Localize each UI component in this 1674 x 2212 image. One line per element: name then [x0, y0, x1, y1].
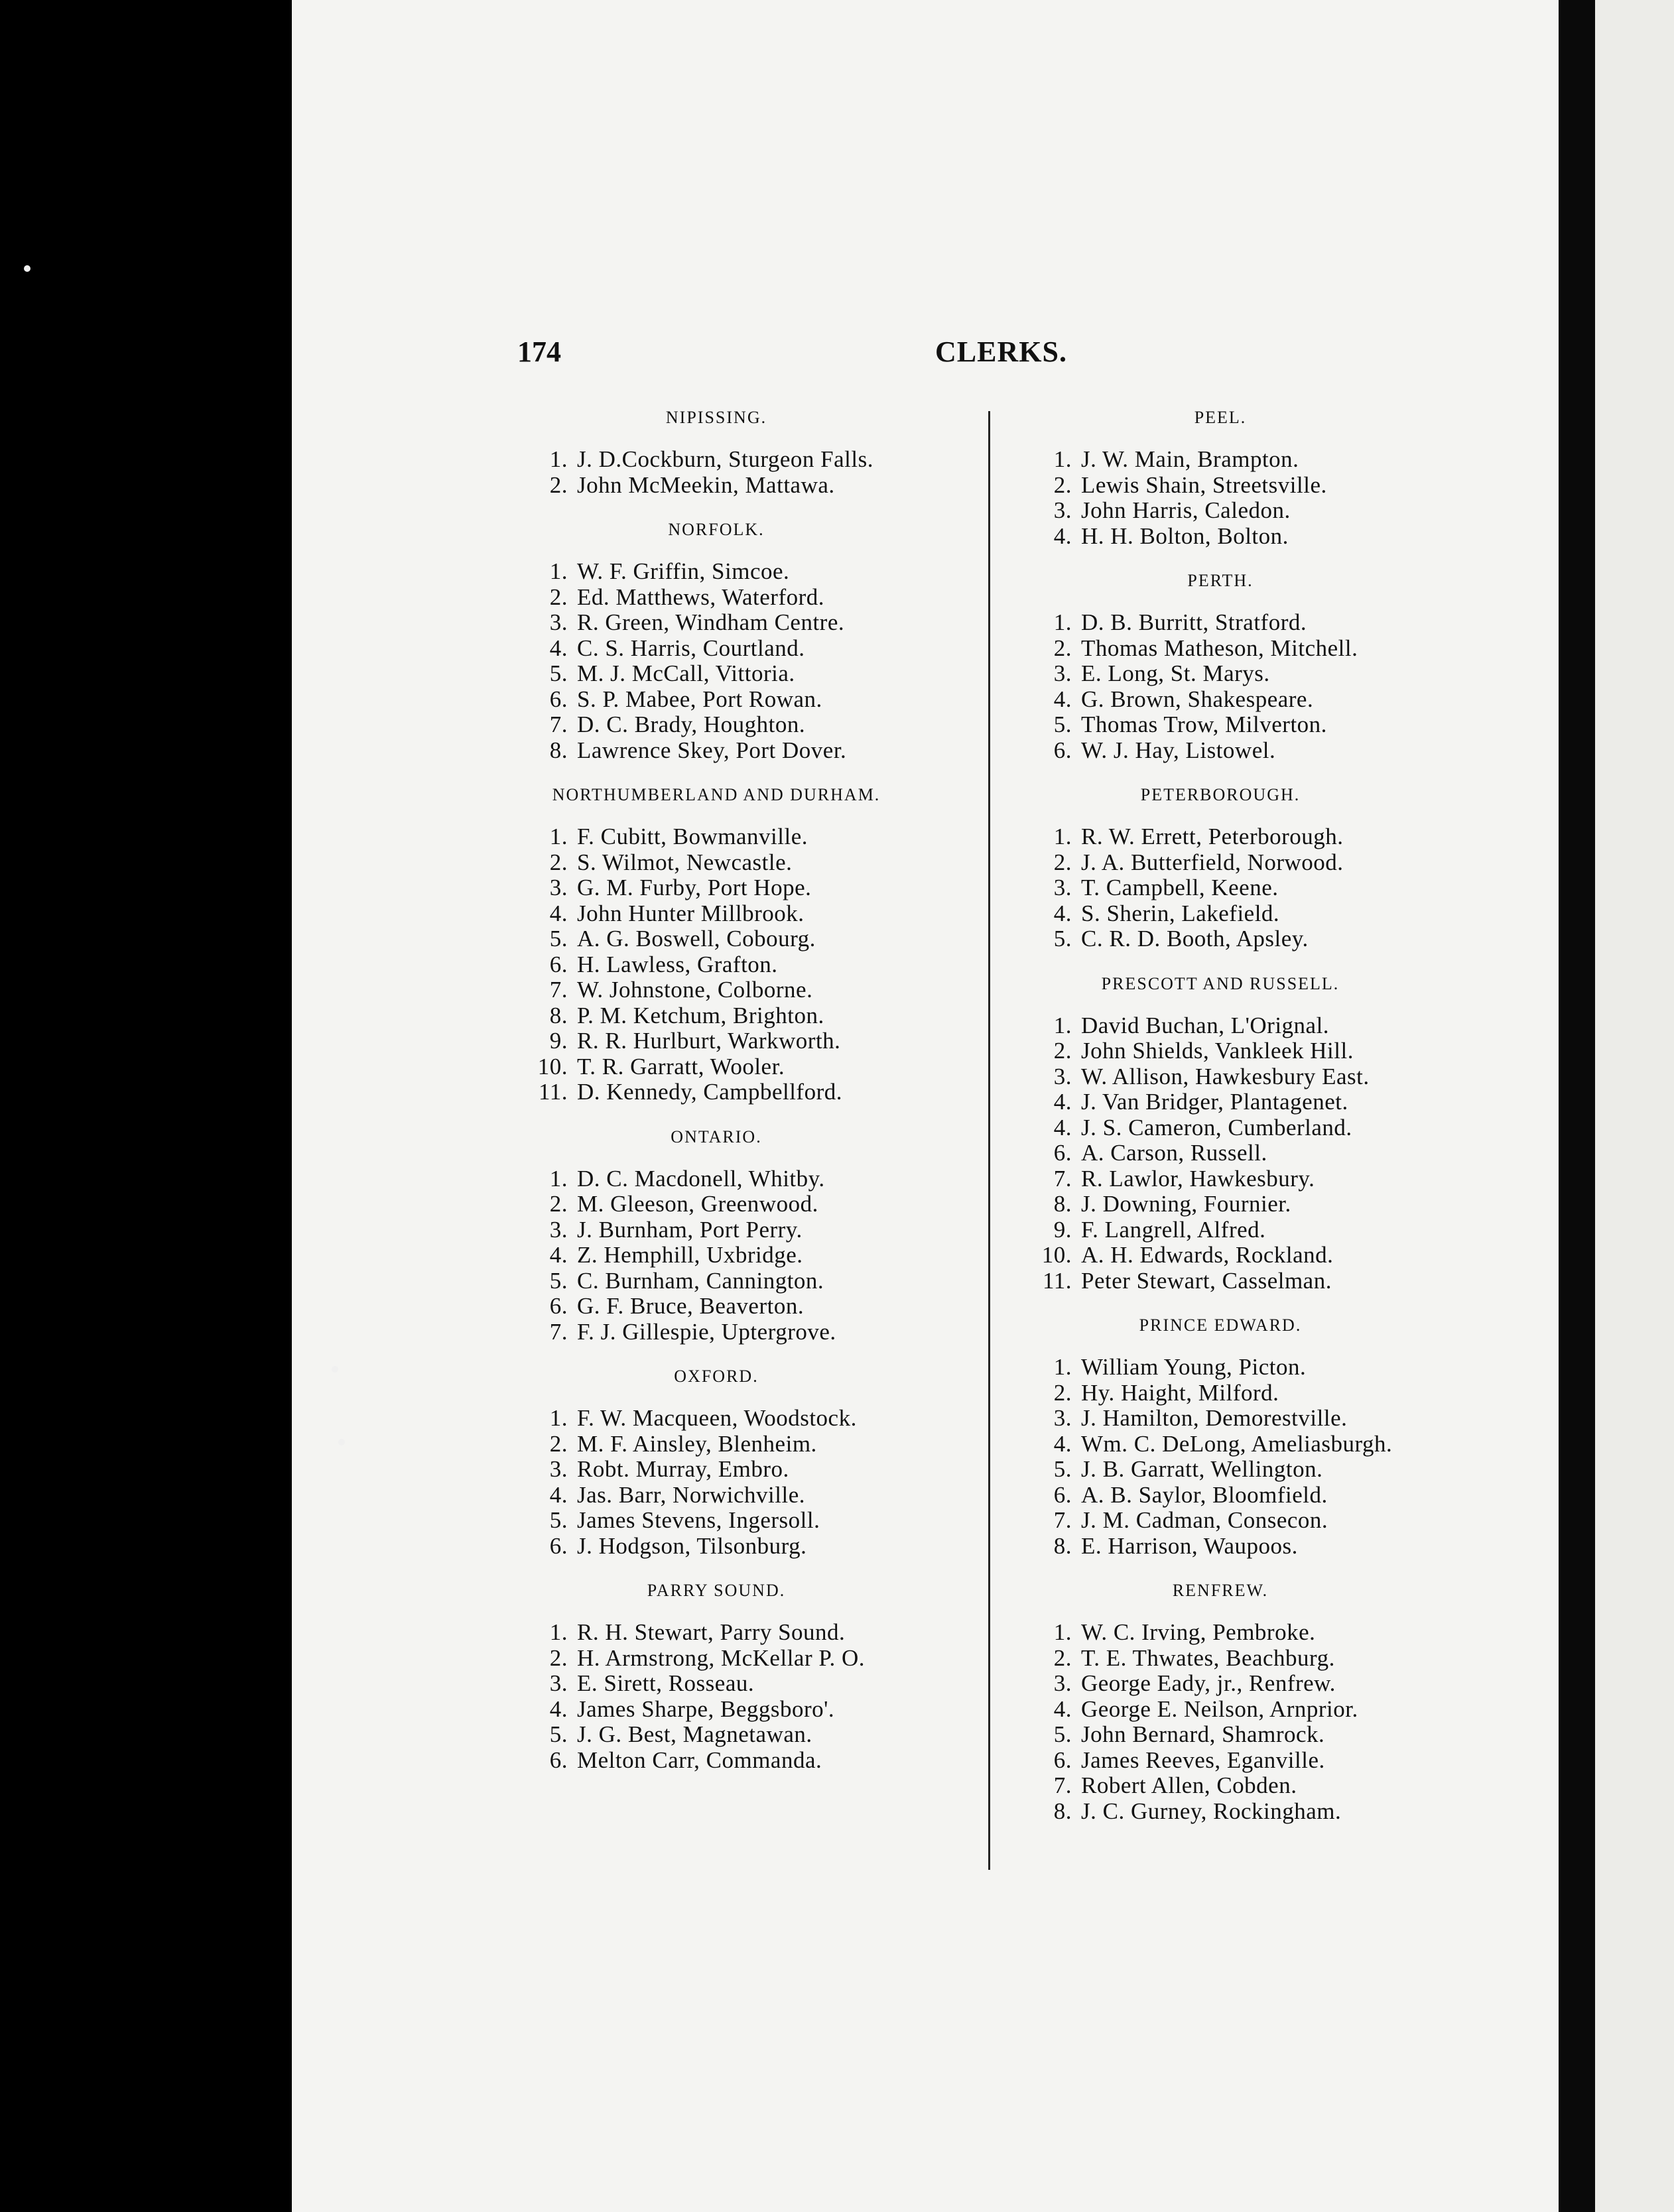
clerk-entry [504, 1697, 929, 1723]
entry-text: F. Cubitt, Bowmanville. [577, 824, 808, 849]
clerk-entry [504, 1483, 929, 1508]
entry-text: A. H. Edwards, Rockland. [1081, 1242, 1334, 1268]
clerk-entry [1008, 1799, 1433, 1825]
entry-text: A. G. Boswell, Cobourg. [577, 926, 816, 952]
clerk-entry [504, 1671, 929, 1697]
clerk-entry [1008, 1243, 1433, 1268]
entry-number: 7. [549, 1318, 568, 1345]
entry-number: 6. [1053, 1140, 1072, 1166]
clerk-entry [504, 610, 929, 636]
entry-text: J. Downing, Fournier. [1081, 1191, 1291, 1217]
clerk-entry [1008, 1217, 1433, 1243]
entry-text: Lawrence Skey, Port Dover. [577, 737, 847, 763]
county-section [504, 1124, 929, 1345]
column-divider [988, 411, 990, 1870]
county-section [1008, 782, 1433, 952]
clerk-entry [504, 875, 929, 901]
county-section [504, 1577, 929, 1773]
entry-text: Z. Hemphill, Uxbridge. [577, 1242, 803, 1268]
entry-number: 2. [549, 584, 568, 610]
entry-text: E. Sirett, Rosseau. [577, 1670, 755, 1696]
entry-text: D. Kennedy, Campbellford. [577, 1079, 842, 1105]
entry-text: J. W. Main, Brampton. [1081, 446, 1299, 472]
entry-text: A. Carson, Russell. [1081, 1140, 1267, 1166]
entry-text: J. D.Cockburn, Sturgeon Falls. [577, 446, 873, 472]
clerk-entry [1008, 1166, 1433, 1192]
entry-text: T. R. Garratt, Wooler. [577, 1053, 785, 1079]
entry-text: Lewis Shain, Streetsville. [1081, 471, 1327, 498]
entry-number: 5. [1053, 1456, 1072, 1482]
entry-number: 1. [1053, 1354, 1072, 1380]
clerk-entry [1008, 712, 1433, 738]
clerk-entry [504, 977, 929, 1003]
entry-text: Peter Stewart, Casselman. [1081, 1267, 1332, 1294]
section-title: PRESCOTT AND RUSSELL. [1101, 973, 1340, 993]
page-title: CLERKS. [935, 336, 1067, 368]
entry-text: D. C. Macdonell, Whitby. [577, 1165, 825, 1192]
clerk-list [504, 1166, 929, 1345]
clerk-entry [1008, 1013, 1433, 1039]
clerk-entry [504, 952, 929, 978]
entry-number: 4. [1053, 1695, 1072, 1722]
entry-number: 4. [1053, 686, 1072, 712]
section-title: NORTHUMBERLAND AND DURHAM. [552, 785, 881, 804]
entry-number: 6. [549, 1293, 568, 1319]
entry-number: 5. [549, 926, 568, 952]
clerk-entry [504, 738, 929, 764]
entry-number: 4. [1053, 1114, 1072, 1140]
entry-text: T. Campbell, Keene. [1081, 875, 1279, 900]
entry-text: Hy. Haight, Milford. [1081, 1379, 1279, 1406]
entry-number: 4. [549, 1242, 568, 1268]
clerk-entry [504, 636, 929, 662]
entry-number: 1. [1053, 446, 1072, 472]
entry-number: 7. [549, 977, 568, 1003]
entry-text: R. Green, Windham Centre. [577, 609, 845, 635]
entry-number: 6. [549, 686, 568, 712]
entry-text: H. Armstrong, McKellar P. O. [577, 1644, 865, 1671]
entry-number: 4. [1053, 900, 1072, 926]
entry-text: W. F. Griffin, Simcoe. [577, 558, 790, 584]
entry-number: 3. [1053, 875, 1072, 900]
entry-text: Robert Allen, Cobden. [1081, 1772, 1297, 1798]
entry-text: J. A. Butterfield, Norwood. [1081, 849, 1344, 875]
entry-text: C. S. Harris, Courtland. [577, 635, 805, 661]
clerk-entry [504, 926, 929, 952]
scan-speck [24, 265, 31, 272]
clerk-entry [1008, 661, 1433, 687]
entry-text: P. M. Ketchum, Brighton. [577, 1002, 824, 1028]
entry-number: 5. [549, 1721, 568, 1747]
section-title: NORFOLK. [668, 520, 765, 539]
entry-text: Robt. Murray, Embro. [577, 1456, 789, 1482]
entry-text: James Sharpe, Beggsboro'. [577, 1695, 835, 1722]
entry-number: 1. [549, 1165, 568, 1192]
entry-number: 3. [549, 1456, 568, 1482]
entry-number: 6. [1053, 1747, 1072, 1773]
entry-text: F. Langrell, Alfred. [1081, 1216, 1266, 1243]
entry-text: William Young, Picton. [1081, 1354, 1307, 1380]
entry-text: J. S. Cameron, Cumberland. [1081, 1114, 1352, 1140]
clerk-list [1008, 610, 1433, 763]
clerk-list [1008, 1620, 1433, 1824]
entry-number: 1. [1053, 824, 1072, 849]
entry-number: 1. [549, 1619, 568, 1645]
clerk-entry [504, 1192, 929, 1217]
entry-number: 2. [549, 1191, 568, 1217]
entry-text: Thomas Matheson, Mitchell. [1081, 635, 1358, 661]
clerk-entry [1008, 738, 1433, 764]
clerk-entry [504, 1432, 929, 1457]
entry-number: 9. [1053, 1216, 1072, 1243]
entry-number: 7. [549, 711, 568, 737]
clerk-entry [1008, 498, 1433, 524]
clerk-entry [1008, 1140, 1433, 1166]
clerk-entry [1008, 850, 1433, 876]
clerk-entry [1008, 1748, 1433, 1774]
clerk-entry [1008, 824, 1433, 850]
clerk-entry [504, 1534, 929, 1560]
clerk-entry [1008, 1064, 1433, 1090]
entry-text: Thomas Trow, Milverton. [1081, 711, 1327, 737]
entry-number: 3. [549, 875, 568, 900]
clerk-entry [1008, 473, 1433, 499]
entry-text: F. J. Gillespie, Uptergrove. [577, 1318, 836, 1345]
county-section [1008, 971, 1433, 1294]
clerk-entry [504, 1217, 929, 1243]
entry-number: 2. [549, 1430, 568, 1457]
entry-text: G. Brown, Shakespeare. [1081, 686, 1314, 712]
clerk-entry [504, 1294, 929, 1320]
entry-text: J. Burnham, Port Perry. [577, 1216, 803, 1243]
entry-text: Ed. Matthews, Waterford. [577, 584, 825, 610]
entry-number: 4. [1053, 1089, 1072, 1115]
entry-text: S. Wilmot, Newcastle. [577, 849, 793, 875]
right-column [1008, 404, 1433, 1843]
clerk-entry [1008, 1773, 1433, 1799]
entry-number: 4. [1053, 522, 1072, 549]
entry-number: 10. [537, 1053, 568, 1079]
entry-text: J. C. Gurney, Rockingham. [1081, 1798, 1342, 1824]
entry-text: R. H. Stewart, Parry Sound. [577, 1619, 846, 1645]
entry-text: John Harris, Caledon. [1081, 497, 1291, 523]
entry-number: 2. [549, 1644, 568, 1671]
entry-text: George Eady, jr., Renfrew. [1081, 1670, 1336, 1696]
entry-number: 8. [1053, 1532, 1072, 1559]
entry-text: S. P. Mabee, Port Rowan. [577, 686, 822, 712]
clerk-list [1008, 1355, 1433, 1559]
entry-text: W. J. Hay, Listowel. [1081, 737, 1276, 763]
page-number: 174 [517, 336, 561, 368]
section-title: ONTARIO. [671, 1127, 762, 1146]
clerk-entry [504, 1054, 929, 1080]
section-title: RENFREW. [1172, 1581, 1269, 1600]
entry-text: J. Hodgson, Tilsonburg. [577, 1532, 807, 1559]
entry-number: 8. [1053, 1191, 1072, 1217]
clerk-entry [1008, 875, 1433, 901]
entry-number: 2. [1053, 849, 1072, 875]
entry-number: 2. [549, 471, 568, 498]
entry-number: 5. [549, 1267, 568, 1294]
entry-number: 1. [549, 824, 568, 849]
county-section [504, 404, 929, 498]
entry-number: 3. [1053, 1063, 1072, 1089]
clerk-entry [1008, 1722, 1433, 1748]
clerk-entry [1008, 1457, 1433, 1483]
entry-number: 5. [1053, 926, 1072, 952]
clerk-list [1008, 1013, 1433, 1294]
entry-text: Wm. C. DeLong, Ameliasburgh. [1081, 1430, 1393, 1457]
clerk-entry [1008, 636, 1433, 662]
entry-text: G. F. Bruce, Beaverton. [577, 1293, 805, 1319]
entry-number: 3. [1053, 497, 1072, 523]
clerk-entry [504, 901, 929, 927]
entry-number: 1. [549, 446, 568, 472]
clerk-entry [504, 1268, 929, 1294]
entry-number: 1. [1053, 1012, 1072, 1038]
clerk-entry [504, 850, 929, 876]
clerk-entry [504, 1457, 929, 1483]
county-section [1008, 568, 1433, 763]
clerk-entry [1008, 687, 1433, 713]
facing-page-edge [1595, 0, 1674, 2212]
section-title: PERTH. [1187, 571, 1254, 590]
section-title: PETERBOROUGH. [1140, 785, 1301, 804]
clerk-entry [504, 559, 929, 585]
entry-text: R. Lawlor, Hawkesbury. [1081, 1165, 1315, 1192]
entry-number: 2. [1053, 1038, 1072, 1064]
entry-number: 2. [1053, 635, 1072, 661]
clerk-entry [504, 1320, 929, 1345]
entry-number: 4. [549, 1481, 568, 1508]
clerk-entry [1008, 447, 1433, 473]
entry-number: 2. [1053, 471, 1072, 498]
county-section [504, 517, 929, 763]
entry-number: 3. [549, 609, 568, 635]
entry-number: 6. [1053, 1481, 1072, 1508]
county-section [1008, 1312, 1433, 1559]
entry-text: G. M. Furby, Port Hope. [577, 875, 812, 900]
clerk-entry [1008, 1406, 1433, 1432]
entry-number: 10. [1041, 1242, 1072, 1268]
entry-number: 6. [1053, 737, 1072, 763]
entry-number: 9. [549, 1028, 568, 1054]
clerk-entry [504, 1646, 929, 1672]
entry-number: 4. [549, 900, 568, 926]
entry-text: J. G. Best, Magnetawan. [577, 1721, 812, 1747]
clerk-list [504, 447, 929, 498]
entry-text: S. Sherin, Lakefield. [1081, 900, 1280, 926]
entry-text: C. Burnham, Cannington. [577, 1267, 824, 1294]
county-section [1008, 404, 1433, 549]
clerk-entry [1008, 1697, 1433, 1723]
entry-text: John Bernard, Shamrock. [1081, 1721, 1325, 1747]
entry-number: 5. [1053, 1721, 1072, 1747]
left-column [504, 404, 929, 1792]
entry-text: W. Johnstone, Colborne. [577, 977, 813, 1003]
clerk-entry [1008, 1534, 1433, 1560]
clerk-entry [504, 1508, 929, 1534]
entry-text: John Hunter Millbrook. [577, 900, 805, 926]
entry-text: H. H. Bolton, Bolton. [1081, 522, 1289, 549]
entry-number: 11. [1043, 1267, 1072, 1294]
entry-number: 8. [549, 1002, 568, 1028]
entry-text: W. C. Irving, Pembroke. [1081, 1619, 1316, 1645]
clerk-entry [1008, 1038, 1433, 1064]
clerk-entry [1008, 1483, 1433, 1508]
clerk-list [1008, 447, 1433, 549]
entry-text: M. J. McCall, Vittoria. [577, 660, 795, 686]
county-section [504, 1363, 929, 1559]
clerk-entry [504, 1079, 929, 1105]
entry-number: 5. [1053, 711, 1072, 737]
clerk-entry [504, 1620, 929, 1646]
entry-number: 4. [1053, 1430, 1072, 1457]
entry-text: J. Hamilton, Demorestville. [1081, 1405, 1348, 1431]
entry-text: John McMeekin, Mattawa. [577, 471, 835, 498]
entry-text: R. W. Errett, Peterborough. [1081, 824, 1344, 849]
clerk-entry [1008, 1268, 1433, 1294]
entry-text: A. B. Saylor, Bloomfield. [1081, 1481, 1328, 1508]
entry-number: 1. [1053, 609, 1072, 635]
entry-text: J. Van Bridger, Plantagenet. [1081, 1089, 1348, 1115]
clerk-entry [1008, 1381, 1433, 1406]
entry-text: D. C. Brady, Houghton. [577, 711, 806, 737]
clerk-entry [504, 447, 929, 473]
clerk-entry [504, 473, 929, 499]
clerk-list [504, 559, 929, 763]
clerk-list [504, 824, 929, 1105]
entry-number: 4. [549, 635, 568, 661]
scan-speck [338, 1439, 345, 1445]
clerk-entry [1008, 1620, 1433, 1646]
clerk-entry [1008, 1192, 1433, 1217]
entry-number: 4. [549, 1695, 568, 1722]
scan-speck [332, 1366, 338, 1373]
entry-text: E. Long, St. Marys. [1081, 660, 1270, 686]
clerk-entry [504, 1243, 929, 1268]
page-header [517, 335, 1114, 375]
clerk-entry [504, 585, 929, 611]
section-title: PEEL. [1194, 408, 1247, 427]
entry-number: 8. [549, 737, 568, 763]
entry-number: 5. [549, 1507, 568, 1533]
clerk-list [504, 1620, 929, 1773]
entry-number: 6. [549, 951, 568, 977]
county-section [504, 782, 929, 1105]
clerk-entry [504, 1003, 929, 1029]
clerk-entry [1008, 1671, 1433, 1697]
entry-number: 7. [1053, 1507, 1072, 1533]
section-title: NIPISSING. [665, 408, 767, 427]
clerk-entry [1008, 901, 1433, 927]
clerk-entry [1008, 1115, 1433, 1141]
section-title: OXFORD. [674, 1367, 759, 1386]
entry-number: 11. [539, 1079, 568, 1105]
entry-text: David Buchan, L'Orignal. [1081, 1012, 1330, 1038]
clerk-entry [1008, 1432, 1433, 1457]
entry-number: 2. [549, 849, 568, 875]
entry-number: 2. [1053, 1379, 1072, 1406]
section-title: PRINCE EDWARD. [1139, 1316, 1302, 1335]
page-gutter [1559, 0, 1595, 2212]
clerk-entry [1008, 1646, 1433, 1672]
entry-number: 3. [1053, 660, 1072, 686]
entry-number: 2. [1053, 1644, 1072, 1671]
entry-text: C. R. D. Booth, Apsley. [1081, 926, 1309, 952]
entry-number: 1. [549, 1405, 568, 1431]
section-title: PARRY SOUND. [647, 1581, 786, 1600]
entry-number: 3. [549, 1216, 568, 1243]
entry-text: Melton Carr, Commanda. [577, 1747, 822, 1773]
entry-text: M. F. Ainsley, Blenheim. [577, 1430, 817, 1457]
entry-text: James Reeves, Eganville. [1081, 1747, 1325, 1773]
entry-text: M. Gleeson, Greenwood. [577, 1191, 818, 1217]
entry-text: J. M. Cadman, Consecon. [1081, 1507, 1328, 1533]
entry-number: 6. [549, 1532, 568, 1559]
entry-text: Jas. Barr, Norwichville. [577, 1481, 805, 1508]
clerk-entry [1008, 1089, 1433, 1115]
clerk-entry [1008, 610, 1433, 636]
clerk-entry [504, 1748, 929, 1774]
entry-number: 8. [1053, 1798, 1072, 1824]
clerk-entry [504, 712, 929, 738]
entry-text: James Stevens, Ingersoll. [577, 1507, 820, 1533]
clerk-entry [1008, 926, 1433, 952]
entry-number: 3. [549, 1670, 568, 1696]
clerk-entry [1008, 1508, 1433, 1534]
entry-text: John Shields, Vankleek Hill. [1081, 1038, 1354, 1064]
entry-text: R. R. Hurlburt, Warkworth. [577, 1028, 841, 1054]
entry-number: 1. [1053, 1619, 1072, 1645]
entry-number: 7. [1053, 1165, 1072, 1192]
clerk-entry [504, 1722, 929, 1748]
entry-text: E. Harrison, Waupoos. [1081, 1532, 1298, 1559]
clerk-entry [504, 824, 929, 850]
entry-text: T. E. Thwates, Beachburg. [1081, 1644, 1335, 1671]
entry-text: H. Lawless, Grafton. [577, 951, 778, 977]
entry-number: 3. [1053, 1670, 1072, 1696]
entry-text: F. W. Macqueen, Woodstock. [577, 1405, 857, 1431]
entry-text: George E. Neilson, Arnprior. [1081, 1695, 1358, 1722]
entry-text: D. B. Burritt, Stratford. [1081, 609, 1307, 635]
entry-text: J. B. Garratt, Wellington. [1081, 1456, 1323, 1482]
clerk-entry [504, 687, 929, 713]
entry-number: 1. [549, 558, 568, 584]
entry-number: 3. [1053, 1405, 1072, 1431]
clerk-entry [504, 661, 929, 687]
entry-number: 5. [549, 660, 568, 686]
clerk-list [1008, 824, 1433, 952]
clerk-entry [504, 1406, 929, 1432]
clerk-entry [504, 1028, 929, 1054]
clerk-entry [504, 1166, 929, 1192]
county-section [1008, 1577, 1433, 1824]
entry-number: 7. [1053, 1772, 1072, 1798]
clerk-entry [1008, 524, 1433, 550]
clerk-list [504, 1406, 929, 1559]
entry-number: 6. [549, 1747, 568, 1773]
clerk-entry [1008, 1355, 1433, 1381]
entry-text: W. Allison, Hawkesbury East. [1081, 1063, 1370, 1089]
